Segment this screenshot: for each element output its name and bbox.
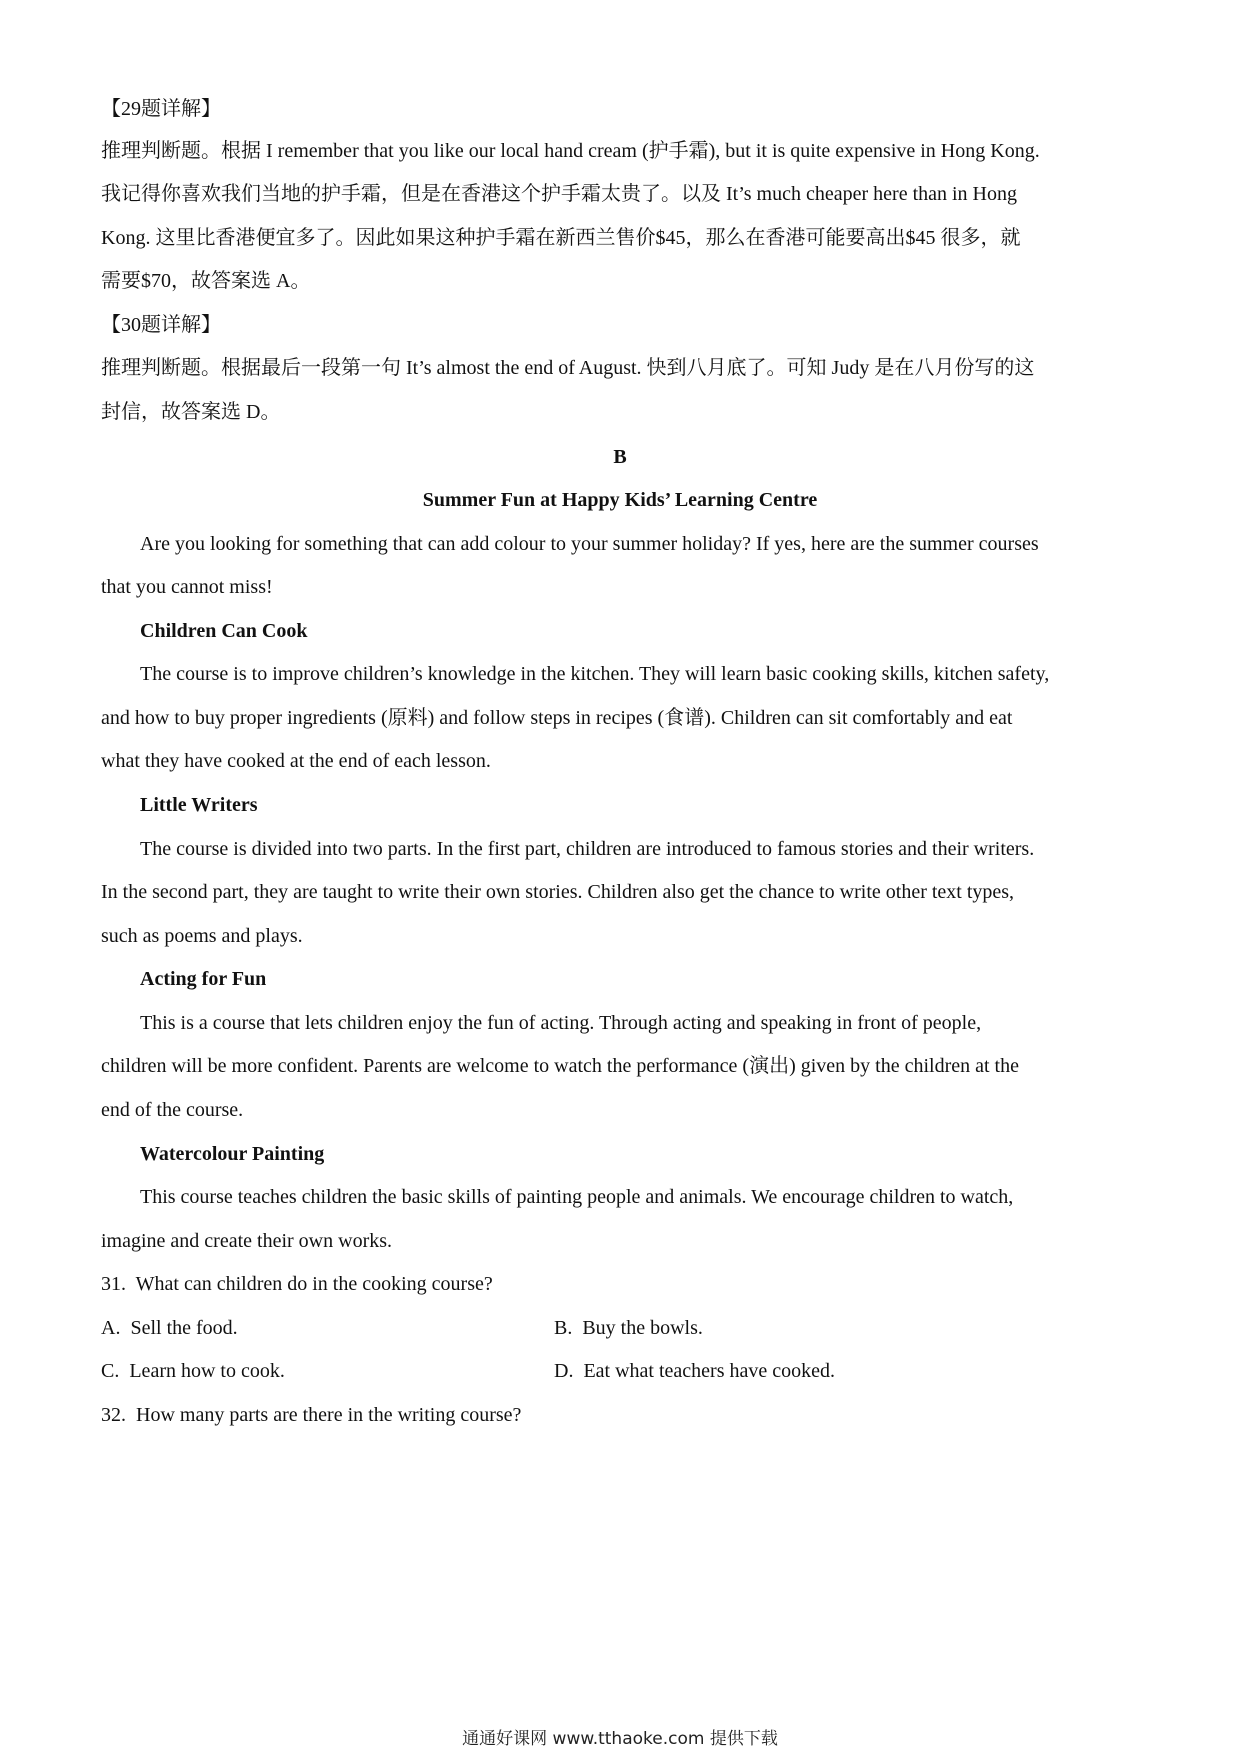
passage-title: Summer Fun at Happy Kids’ Learning Centre [422, 489, 818, 511]
course-writers-line-3: such as poems and plays. [101, 925, 303, 947]
page-footer: 通通好课网 www.tthaoke.com 提供下载 [462, 1729, 778, 1749]
q29-line-4: 需要$70，故答案选 A。 [101, 270, 311, 292]
question-text: What can children do in the cooking course? [135, 1273, 493, 1295]
q30-line-2: 封信，故答案选 D。 [101, 401, 281, 423]
q29-heading: 【29题详解】 [101, 98, 221, 120]
question-number: 32. [101, 1404, 126, 1426]
option-letter: B. [554, 1317, 573, 1339]
q29-line-2: 我记得你喜欢我们当地的护手霜，但是在香港这个护手霜太贵了。以及 It’s much cheaper here than in Hong [101, 183, 1018, 205]
course-heading-acting: Acting for Fun [140, 968, 267, 990]
question-text: How many parts are there in the writing course? [136, 1404, 522, 1426]
course-painting-line-2: imagine and create their own works. [101, 1230, 393, 1252]
intro-line-1: Are you looking for something that can add colour to your summer holiday? If yes, here are the summer courses [140, 533, 1039, 555]
question-31 [101, 1271, 493, 1297]
course-cooking-line-2: and how to buy proper ingredients (原料) and follow steps in recipes (食谱). Children can sit comfortably and eat [101, 707, 1013, 729]
course-acting-line-3: end of the course. [101, 1099, 244, 1121]
question-32 [101, 1402, 521, 1428]
course-writers-line-1: The course is divided into two parts. In the first part, children are introduced to famous stories and their writers. [140, 838, 1035, 860]
course-heading-cooking: Children Can Cook [140, 620, 308, 642]
course-heading-writers: Little Writers [140, 794, 258, 816]
q31-option-b [554, 1315, 703, 1341]
course-cooking-line-3: what they have cooked at the end of each lesson. [101, 750, 491, 772]
option-text: Eat what teachers have cooked. [583, 1360, 835, 1382]
intro-line-2: that you cannot miss! [101, 576, 273, 598]
course-painting-line-1: This course teaches children the basic skills of painting people and animals. We encourage children to watch, [140, 1186, 1014, 1208]
option-letter: D. [554, 1360, 574, 1382]
course-writers-line-2: In the second part, they are taught to write their own stories. Children also get the chance to write other text types, [101, 881, 1015, 903]
q31-option-d [554, 1358, 835, 1384]
q29-line-3: Kong. 这里比香港便宜多了。因此如果这种护手霜在新西兰售价$45，那么在香港可能要高出$45 很多，就 [101, 227, 1021, 249]
section-letter: B [613, 446, 627, 468]
q30-heading: 【30题详解】 [101, 314, 221, 336]
option-text: Learn how to cook. [129, 1360, 285, 1382]
q29-line-1: 推理判断题。根据 I remember that you like our local hand cream (护手霜), but it is quite expensive in Hong Kong. [101, 140, 1040, 162]
option-text: Buy the bowls. [582, 1317, 703, 1339]
q31-option-a [101, 1315, 238, 1341]
q30-line-1: 推理判断题。根据最后一段第一句 It’s almost the end of August. 快到八月底了。可知 Judy 是在八月份写的这 [101, 357, 1035, 379]
q31-option-c [101, 1358, 285, 1384]
course-acting-line-1: This is a course that lets children enjoy the fun of acting. Through acting and speaking in front of people, [140, 1012, 982, 1034]
course-cooking-line-1: The course is to improve children’s knowledge in the kitchen. They will learn basic cooking skills, kitchen safety, [140, 663, 1050, 685]
course-heading-painting: Watercolour Painting [140, 1143, 325, 1165]
course-acting-line-2: children will be more confident. Parents are welcome to watch the performance (演出) given by the children at the [101, 1055, 1019, 1077]
option-letter: A. [101, 1317, 121, 1339]
option-letter: C. [101, 1360, 120, 1382]
option-text: Sell the food. [130, 1317, 238, 1339]
question-number: 31. [101, 1273, 126, 1295]
